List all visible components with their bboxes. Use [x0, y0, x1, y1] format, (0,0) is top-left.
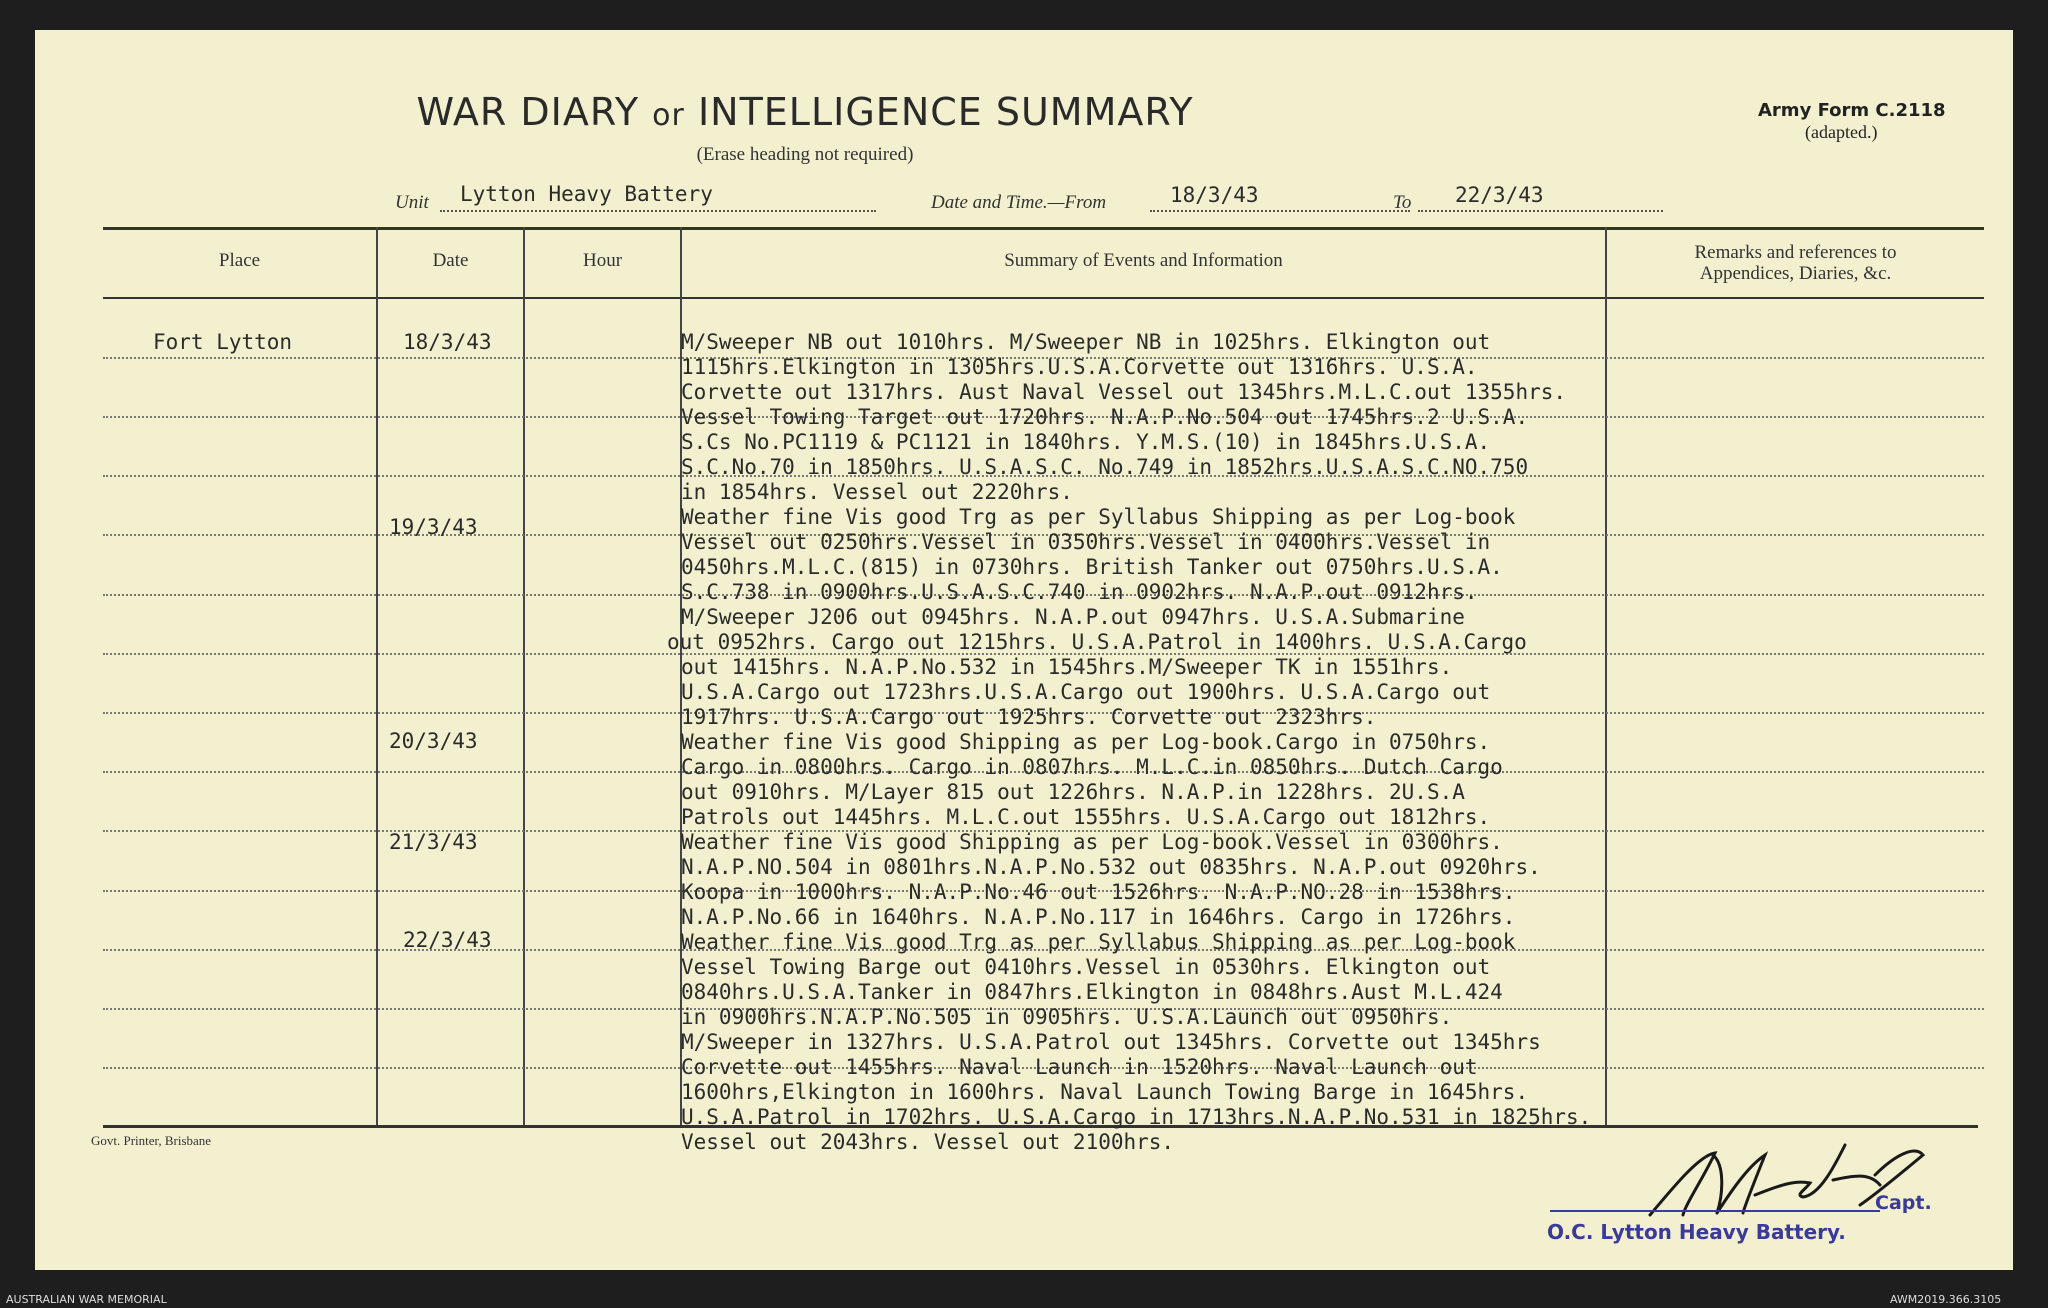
summary-line: Patrols out 1445hrs. M.L.C.out 1555hrs. U.S.A.Cargo out 1812hrs. — [681, 805, 1491, 829]
summary-line: N.A.P.NO.504 in 0801hrs.N.A.P.No.532 out 0835hrs. N.A.P.out 0920hrs. — [681, 855, 1541, 879]
summary-line: Weather fine Vis good Trg as per Syllabus Shipping as per Log-book — [681, 930, 1516, 954]
form-sheet — [35, 30, 2013, 1270]
header-summary: Summary of Events and Information — [1004, 250, 1283, 271]
form-subtitle: (Erase heading not required) — [696, 144, 914, 165]
summary-line: 1115hrs.Elkington in 1305hrs.U.S.A.Corvette out 1316hrs. U.S.A. — [681, 355, 1478, 379]
unit-label: Unit — [395, 192, 429, 213]
summary-line: Vessel out 2043hrs. Vessel out 2100hrs. — [681, 1130, 1175, 1154]
summary-line: U.S.A.Patrol in 1702hrs. U.S.A.Cargo in 1713hrs.N.A.P.No.531 in 1825hrs. — [681, 1105, 1592, 1129]
summary-line: U.S.A.Cargo out 1723hrs.U.S.A.Cargo out 1900hrs. U.S.A.Cargo out — [681, 680, 1491, 704]
date-from-underline — [1150, 210, 1410, 212]
date-to-value: 22/3/43 — [1455, 183, 1544, 207]
army-form-adapted: (adapted.) — [1805, 122, 1878, 142]
form-title — [35, 90, 1575, 134]
handwritten-signature — [1605, 1125, 1965, 1235]
summary-line: Corvette out 1455hrs. Naval Launch in 1520hrs. Naval Launch out — [681, 1055, 1478, 1079]
summary-line: 1600hrs,Elkington in 1600hrs. Naval Launch Towing Barge in 1645hrs. — [681, 1080, 1529, 1104]
table-top-rule — [103, 227, 1984, 230]
date-from-value: 18/3/43 — [1170, 183, 1259, 207]
unit-underline — [440, 210, 876, 212]
footer-accession-number: AWM2019.366.3105 — [1890, 1293, 2002, 1306]
signature-rank: Capt. — [1875, 1192, 1932, 1214]
summary-line: N.A.P.No.66 in 1640hrs. N.A.P.No.117 in 1646hrs. Cargo in 1726hrs. — [681, 905, 1516, 929]
summary-line: out 1415hrs. N.A.P.No.532 in 1545hrs.M/Sweeper TK in 1551hrs. — [681, 655, 1453, 679]
summary-line: S.C.738 in 0900hrs.U.S.A.S.C.740 in 0902hrs. N.A.P.out 0912hrs. — [681, 580, 1478, 604]
header-date: Date — [432, 250, 469, 271]
place-value: Fort Lytton — [153, 330, 293, 354]
summary-line: 0840hrs.U.S.A.Tanker in 0847hrs.Elkington in 0848hrs.Aust M.L.424 — [681, 980, 1503, 1004]
col-divider-summary-remarks — [1605, 227, 1607, 1125]
summary-line: out 0952hrs. Cargo out 1215hrs. U.S.A.Patrol in 1400hrs. U.S.A.Cargo — [667, 630, 1527, 654]
entry-date: 22/3/43 — [403, 928, 492, 952]
summary-line: Weather fine Vis good Trg as per Syllabus Shipping as per Log-book — [681, 505, 1516, 529]
summary-line: Vessel Towing Target out 1720hrs. N.A.P.No.504 out 1745hrs.2 U.S.A. — [681, 405, 1529, 429]
summary-line: in 0900hrs.N.A.P.No.505 in 0905hrs. U.S.A.Launch out 0950hrs. — [681, 1005, 1453, 1029]
date-from-label: Date and Time.—From — [931, 192, 1107, 213]
summary-line: Weather fine Vis good Shipping as per Log-book.Cargo in 0750hrs. — [681, 730, 1491, 754]
signature-title: O.C. Lytton Heavy Battery. — [1547, 1220, 1846, 1244]
summary-line: M/Sweeper in 1327hrs. U.S.A.Patrol out 1345hrs. Corvette out 1345hrs — [681, 1030, 1541, 1054]
header-remarks-line-2: Appendices, Diaries, &c. — [1699, 263, 1892, 284]
col-divider-place-date — [376, 227, 378, 1125]
col-divider-date-hour — [523, 227, 525, 1125]
title-main: WAR DIARY — [416, 90, 640, 134]
summary-line: in 1854hrs. Vessel out 2220hrs. — [681, 480, 1073, 504]
table-header-rule — [103, 297, 1984, 299]
footer-institution: AUSTRALIAN WAR MEMORIAL — [6, 1293, 167, 1306]
summary-line: S.Cs No.PC1119 & PC1121 in 1840hrs. Y.M.S.(10) in 1845hrs.U.S.A. — [681, 430, 1491, 454]
army-form-number: Army Form C.2118 — [1758, 100, 1946, 121]
summary-line: Vessel Towing Barge out 0410hrs.Vessel in 0530hrs. Elkington out — [681, 955, 1491, 979]
summary-line: S.C.No.70 in 1850hrs. U.S.A.S.C. No.749 in 1852hrs.U.S.A.S.C.NO.750 — [681, 455, 1529, 479]
title-or: or — [652, 98, 685, 133]
header-hour: Hour — [582, 250, 623, 271]
summary-line: M/Sweeper J206 out 0945hrs. N.A.P.out 0947hrs. U.S.A.Submarine — [681, 605, 1465, 629]
summary-line: out 0910hrs. M/Layer 815 out 1226hrs. N.A.P.in 1228hrs. 2U.S.A — [681, 780, 1465, 804]
date-to-underline — [1418, 210, 1663, 212]
signature-underline — [1550, 1210, 1880, 1212]
printer-imprint: Govt. Printer, Brisbane — [91, 1133, 212, 1148]
summary-line: Weather fine Vis good Shipping as per Log-book.Vessel in 0300hrs. — [681, 830, 1503, 854]
header-place: Place — [218, 250, 261, 271]
entry-date: 19/3/43 — [389, 515, 478, 539]
summary-line: 0450hrs.M.L.C.(815) in 0730hrs. British Tanker out 0750hrs.U.S.A. — [681, 555, 1503, 579]
entry-date: 21/3/43 — [389, 830, 478, 854]
header-remarks — [1607, 242, 1984, 284]
header-remarks-line-1: Remarks and references to — [1694, 242, 1897, 263]
entry-date: 18/3/43 — [403, 330, 492, 354]
title-rest: INTELLIGENCE SUMMARY — [697, 90, 1194, 134]
unit-value: Lytton Heavy Battery — [460, 182, 713, 206]
date-to-label: To — [1393, 192, 1412, 213]
summary-line: Vessel out 0250hrs.Vessel in 0350hrs.Vessel in 0400hrs.Vessel in — [681, 530, 1491, 554]
summary-line: Cargo in 0800hrs. Cargo in 0807hrs. M.L.C.in 0850hrs. Dutch Cargo — [681, 755, 1503, 779]
summary-line: Corvette out 1317hrs. Aust Naval Vessel out 1345hrs.M.L.C.out 1355hrs. — [681, 380, 1567, 404]
summary-line: M/Sweeper NB out 1010hrs. M/Sweeper NB in 1025hrs. Elkington out — [681, 330, 1491, 354]
summary-line: 1917hrs. U.S.A.Cargo out 1925hrs. Corvette out 2323hrs. — [681, 705, 1377, 729]
entry-date: 20/3/43 — [389, 729, 478, 753]
summary-line: Koopa in 1000hrs. N.A.P.No.46 out 1526hrs. N.A.P.NO.28 in 1538hrs. — [681, 880, 1516, 904]
